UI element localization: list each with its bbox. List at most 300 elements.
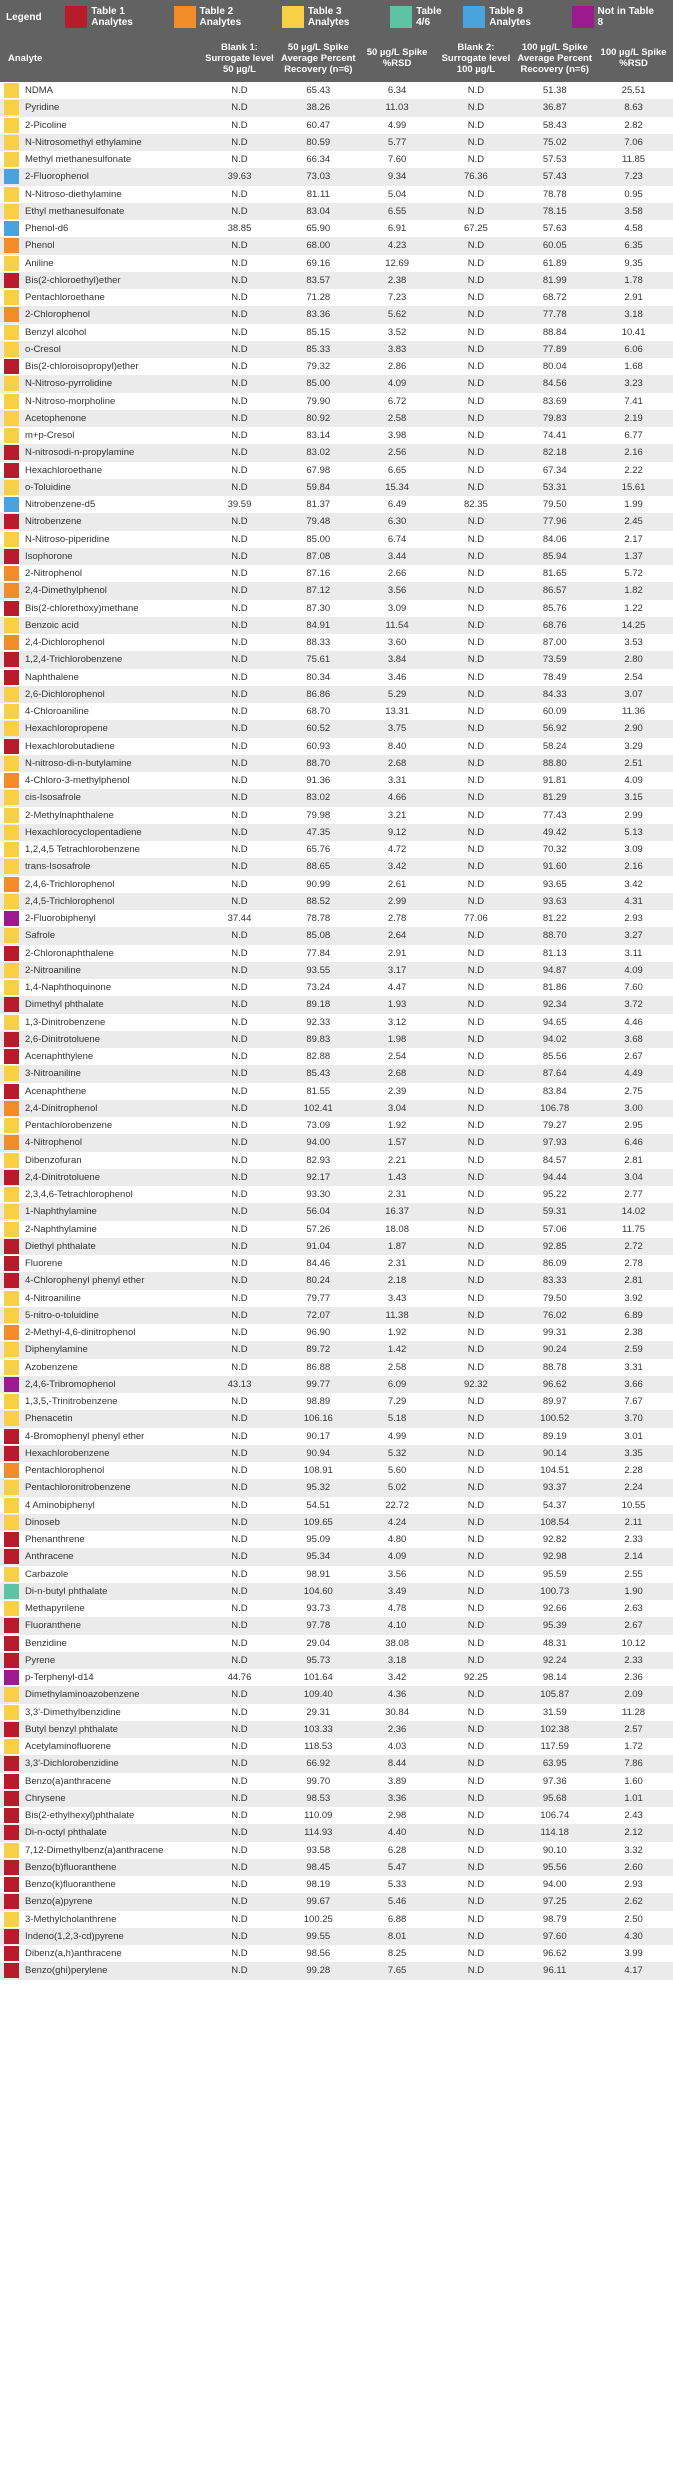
blank2-cell: N.D [467,412,485,424]
table-row [0,1842,673,1859]
table-row [0,910,673,927]
table-row [0,1566,673,1583]
blank1-cell: N.D [231,447,248,459]
blank2-cell: N.D [467,1137,485,1149]
analyte-name: Acetophenone [25,412,87,424]
rsd-50-cell: 4.66 [387,792,407,804]
blank1-cell: N.D [231,533,248,545]
table-category-marker [4,1360,19,1375]
recovery-50-cell: 83.57 [306,274,331,286]
recovery-50-cell: 79.98 [306,809,331,821]
blank2-cell: N.D [467,1413,485,1425]
legend-swatch [390,6,412,28]
rsd-100-cell: 6.35 [624,240,643,252]
blank2-cell: N.D [467,1292,485,1304]
blank2-cell: N.D [467,1102,485,1114]
rsd-100-cell: 14.25 [621,619,646,631]
rsd-100-cell: 3.11 [624,947,643,959]
analyte-name: Ethyl methanesulfonate [25,205,125,217]
rsd-100-cell: 6.77 [624,430,643,442]
recovery-50-cell: 81.37 [306,499,331,511]
table-row [0,1221,673,1238]
legend-item [65,6,167,28]
table-category-marker [4,1877,19,1892]
recovery-100-cell: 77.89 [542,343,567,355]
blank2-cell: N.D [467,136,485,148]
analyte-name: Fluoranthene [25,1620,81,1632]
table-row [0,1945,673,1962]
rsd-50-cell: 4.36 [387,1689,407,1701]
rsd-50-cell: 2.91 [387,947,407,959]
analyte-cell [0,720,200,737]
table-category-marker [4,635,19,650]
table-category-marker [4,773,19,788]
analyte-cell [0,1617,200,1634]
analyte-name: o-Cresol [25,343,61,355]
rsd-100-cell: 2.63 [624,1603,643,1615]
analyte-cell [0,738,200,755]
rsd-100-cell: 5.72 [624,568,643,580]
table-row [0,255,673,272]
rsd-100-cell: 2.38 [624,1327,643,1339]
blank2-cell: N.D [467,1396,485,1408]
blank1-cell: N.D [231,464,248,476]
table-category-marker [4,411,19,426]
analyte-cell [0,531,200,548]
analyte-name: Phenanthrene [25,1534,85,1546]
rsd-100-cell: 3.92 [624,1292,643,1304]
analyte-cell [0,1065,200,1082]
recovery-100-cell: 57.53 [542,154,567,166]
legend-label: Table 3 Analytes [307,6,350,28]
table-category-marker [4,169,19,184]
analyte-name: N-Nitrosomethyl ethylamine [25,136,142,148]
blank1-cell: N.D [231,1810,248,1822]
rsd-50-cell: 1.87 [387,1240,407,1252]
blank1-cell: N.D [231,585,248,597]
rsd-100-cell: 6.06 [624,343,643,355]
table-row [0,134,673,151]
recovery-100-cell: 53.31 [542,481,567,493]
blank1-cell: N.D [231,775,248,787]
recovery-50-cell: 56.04 [306,1206,331,1218]
recovery-100-cell: 93.63 [542,895,567,907]
blank1-cell: N.D [231,1637,248,1649]
analyte-name: Hexachloroethane [25,464,103,476]
blank1-cell: N.D [231,188,248,200]
rsd-50-cell: 18.08 [385,1223,409,1235]
table-row [0,168,673,185]
blank1-cell: N.D [231,1120,248,1132]
recovery-100-cell: 86.57 [542,585,567,597]
blank2-cell: N.D [467,1930,485,1942]
recovery-50-cell: 88.70 [306,757,331,769]
rsd-50-cell: 7.65 [387,1965,407,1977]
rsd-100-cell: 25.51 [621,85,646,97]
analyte-name: 2,3,4,6-Tetrachlorophenol [25,1189,133,1201]
rsd-50-cell: 8.01 [387,1930,407,1942]
blank1-cell: N.D [231,1240,248,1252]
table-row [0,151,673,168]
table-category-marker [4,566,19,581]
analyte-name: 2-Picoline [25,119,67,131]
table-row [0,1824,673,1841]
blank2-cell: N.D [467,1240,485,1252]
analyte-name: 4-Chloroaniline [25,706,89,718]
recovery-100-cell: 59.31 [542,1206,567,1218]
recovery-50-cell: 92.33 [306,1016,331,1028]
rsd-50-cell: 4.03 [387,1741,407,1753]
recovery-50-cell: 73.24 [306,982,331,994]
blank1-cell: N.D [231,1033,248,1045]
recovery-50-cell: 81.55 [306,1085,331,1097]
analyte-name: Indeno(1,2,3-cd)pyrene [25,1930,124,1942]
analyte-cell [0,1238,200,1255]
table-category-marker [4,859,19,874]
table-row [0,1445,673,1462]
rsd-50-cell: 7.23 [387,292,407,304]
rsd-50-cell: 2.58 [387,412,407,424]
recovery-100-cell: 99.31 [542,1327,567,1339]
rsd-100-cell: 9.35 [624,257,643,269]
table-row [0,203,673,220]
recovery-50-cell: 108.91 [303,1465,333,1477]
table-category-marker [4,463,19,478]
analyte-name: Bis(2-chloroisopropyl)ether [25,361,139,373]
recovery-50-cell: 94.00 [306,1137,331,1149]
header-100-recovery: 100 µg/L Spike Average Percent Recovery (n=6) [515,34,594,82]
blank1-cell: N.D [231,1585,248,1597]
blank1-cell: 44.76 [227,1672,252,1684]
blank1-cell: N.D [231,309,248,321]
blank2-cell: N.D [467,326,485,338]
analyte-cell [0,1721,200,1738]
blank2-cell: N.D [467,274,485,286]
analyte-cell [0,1652,200,1669]
recovery-50-cell: 83.02 [306,447,331,459]
rsd-100-cell: 4.09 [624,964,643,976]
rsd-50-cell: 4.80 [387,1534,407,1546]
table-category-marker [4,1291,19,1306]
rsd-100-cell: 7.06 [624,136,643,148]
rsd-50-cell: 2.39 [387,1085,407,1097]
blank2-cell: N.D [467,550,485,562]
rsd-50-cell: 1.43 [387,1171,407,1183]
rsd-100-cell: 1.82 [624,585,643,597]
table-category-marker [4,980,19,995]
rsd-100-cell: 2.67 [624,1620,643,1632]
table-row [0,289,673,306]
table-row [0,1117,673,1134]
recovery-100-cell: 90.14 [542,1447,567,1459]
analyte-cell [0,1014,200,1031]
blank1-cell: N.D [231,1568,248,1580]
recovery-100-cell: 74.41 [542,430,567,442]
blank1-cell: N.D [231,1085,248,1097]
recovery-50-cell: 90.17 [306,1430,331,1442]
header-row [0,34,673,82]
blank1-cell: N.D [231,1051,248,1063]
blank2-cell: N.D [467,1430,485,1442]
rsd-100-cell: 2.28 [624,1465,643,1477]
recovery-100-cell: 88.80 [542,757,567,769]
table-row [0,738,673,755]
rsd-50-cell: 2.31 [387,1189,407,1201]
analyte-name: Naphthalene [25,671,79,683]
recovery-50-cell: 101.64 [303,1672,333,1684]
table-category-marker [4,652,19,667]
table-category-marker [4,514,19,529]
blank1-cell: N.D [231,1137,248,1149]
table-row [0,1100,673,1117]
analyte-cell [0,341,200,358]
blank1-cell: 39.63 [227,171,252,183]
blank1-cell: N.D [231,999,248,1011]
legend-label: Table 2 Analytes [199,6,242,28]
rsd-100-cell: 3.27 [624,930,643,942]
table-row [0,669,673,686]
recovery-100-cell: 80.04 [542,361,567,373]
blank1-cell: N.D [231,430,248,442]
table-row [0,1755,673,1772]
blank2-cell: 67.25 [464,223,488,235]
blank2-cell: N.D [467,343,485,355]
recovery-50-cell: 99.67 [306,1896,331,1908]
blank2-cell: N.D [467,188,485,200]
rsd-100-cell: 2.09 [624,1689,643,1701]
rsd-50-cell: 4.09 [387,378,407,390]
recovery-100-cell: 105.87 [540,1689,570,1701]
blank2-cell: N.D [467,516,485,528]
table-category-marker [4,825,19,840]
analyte-name: Hexachloropropene [25,723,108,735]
recovery-100-cell: 98.14 [542,1672,567,1684]
blank1-cell: N.D [231,1603,248,1615]
blank2-cell: N.D [467,1534,485,1546]
analyte-cell [0,1497,200,1514]
header-blank1: Blank 1: Surrogate level 50 µg/L [200,34,279,82]
recovery-100-cell: 86.09 [542,1258,567,1270]
recovery-50-cell: 84.91 [306,619,331,631]
rsd-100-cell: 2.91 [624,292,643,304]
rsd-50-cell: 6.49 [387,499,407,511]
blank1-cell: N.D [231,1948,248,1960]
blank1-cell: N.D [231,1361,248,1373]
blank2-cell: N.D [467,1637,485,1649]
table-category-marker [4,670,19,685]
rsd-100-cell: 2.36 [624,1672,643,1684]
analyte-cell [0,962,200,979]
analyte-cell [0,686,200,703]
table-category-marker [4,256,19,271]
recovery-50-cell: 88.33 [306,637,331,649]
blank2-cell: N.D [467,533,485,545]
table-row [0,858,673,875]
blank2-cell: N.D [467,1033,485,1045]
recovery-50-cell: 82.93 [306,1154,331,1166]
recovery-100-cell: 81.29 [542,792,567,804]
blank1-cell: N.D [231,1879,248,1891]
recovery-50-cell: 93.30 [306,1189,331,1201]
table-category-marker [4,1170,19,1185]
analyte-name: N-nitrosodi-n-propylamine [25,447,135,459]
analyte-name: 2,6-Dinitrotoluene [25,1033,100,1045]
analyte-cell [0,1376,200,1393]
table-row [0,444,673,461]
blank1-cell: N.D [231,257,248,269]
rsd-100-cell: 2.19 [624,412,643,424]
blank2-cell: N.D [467,1741,485,1753]
recovery-100-cell: 95.56 [542,1861,567,1873]
table-category-marker [4,83,19,98]
table-row [0,1704,673,1721]
blank1-cell: N.D [231,861,248,873]
analyte-name: cis-Isosafrole [25,792,81,804]
rsd-100-cell: 2.90 [624,723,643,735]
recovery-100-cell: 90.24 [542,1344,567,1356]
table-body [0,82,673,1980]
table-row [0,427,673,444]
rsd-50-cell: 2.61 [387,878,407,890]
analyte-cell [0,134,200,151]
recovery-50-cell: 99.77 [306,1378,331,1390]
blank2-cell: N.D [467,378,485,390]
rsd-50-cell: 2.21 [387,1154,407,1166]
blank2-cell: N.D [467,1309,485,1321]
table-row [0,962,673,979]
table-row [0,1962,673,1979]
table-category-marker [4,1204,19,1219]
blank2-cell: N.D [467,1206,485,1218]
legend-item [174,6,276,28]
blank1-cell: 39.59 [227,499,252,511]
rsd-50-cell: 2.98 [387,1810,407,1822]
table-row [0,1790,673,1807]
analyte-cell [0,1083,200,1100]
rsd-50-cell: 3.56 [387,585,407,597]
recovery-100-cell: 36.87 [542,102,567,114]
analyte-cell [0,600,200,617]
table-row [0,548,673,565]
rsd-50-cell: 5.32 [387,1447,407,1459]
rsd-50-cell: 5.29 [387,688,407,700]
blank2-cell: N.D [467,1051,485,1063]
analyte-name: Diphenylamine [25,1344,88,1356]
analyte-name: 2,4,6-Trichlorophenol [25,878,115,890]
rsd-50-cell: 6.88 [387,1913,407,1925]
table-category-marker [4,1325,19,1340]
table-category-marker [4,1239,19,1254]
header-blank2: Blank 2: Surrogate level 100 µg/L [437,34,516,82]
recovery-50-cell: 79.32 [306,361,331,373]
recovery-50-cell: 106.16 [303,1413,333,1425]
recovery-100-cell: 91.81 [542,775,567,787]
recovery-50-cell: 75.61 [306,654,331,666]
analyte-cell [0,1169,200,1186]
table-row [0,1359,673,1376]
blank2-cell: N.D [467,757,485,769]
table-row [0,531,673,548]
recovery-100-cell: 57.63 [542,223,567,235]
table-category-marker [4,928,19,943]
blank2-cell: N.D [467,1723,485,1735]
blank1-cell: N.D [231,1534,248,1546]
analyte-name: Methapyrilene [25,1603,85,1615]
blank1-cell: N.D [231,240,248,252]
blank1-cell: N.D [231,1499,248,1511]
table-category-marker [4,1653,19,1668]
rsd-100-cell: 4.31 [624,895,643,907]
table-category-marker [4,1377,19,1392]
analyte-cell [0,1152,200,1169]
table-category-marker [4,497,19,512]
table-row [0,1186,673,1203]
recovery-50-cell: 79.90 [306,395,331,407]
rsd-100-cell: 2.77 [624,1189,643,1201]
recovery-50-cell: 99.28 [306,1965,331,1977]
recovery-50-cell: 83.14 [306,430,331,442]
blank2-cell: N.D [467,119,485,131]
recovery-100-cell: 56.92 [542,723,567,735]
analyte-cell [0,1410,200,1427]
recovery-100-cell: 102.38 [540,1723,570,1735]
recovery-50-cell: 93.58 [306,1844,331,1856]
table-row [0,1393,673,1410]
table-category-marker [4,1705,19,1720]
table-row [0,634,673,651]
recovery-100-cell: 98.79 [542,1913,567,1925]
table-category-marker [4,376,19,391]
recovery-50-cell: 60.93 [306,740,331,752]
blank1-cell: N.D [231,1861,248,1873]
blank1-cell: N.D [231,119,248,131]
table-row [0,1497,673,1514]
rsd-50-cell: 11.38 [385,1309,409,1321]
rsd-100-cell: 3.70 [624,1413,643,1425]
rsd-50-cell: 6.28 [387,1844,407,1856]
recovery-100-cell: 57.43 [542,171,567,183]
table-category-marker [4,1411,19,1426]
blank1-cell: N.D [231,1430,248,1442]
analyte-cell [0,1359,200,1376]
table-category-marker [4,394,19,409]
analyte-cell [0,151,200,168]
table-category-marker [4,1808,19,1823]
rsd-100-cell: 4.46 [624,1016,643,1028]
recovery-50-cell: 98.56 [306,1948,331,1960]
recovery-100-cell: 77.78 [542,309,567,321]
blank2-cell: N.D [467,1810,485,1822]
table-category-marker [4,756,19,771]
blank2-cell: N.D [467,361,485,373]
rsd-100-cell: 7.41 [624,395,643,407]
analyte-cell [0,1635,200,1652]
blank2-cell: N.D [467,792,485,804]
recovery-50-cell: 29.31 [306,1706,331,1718]
rsd-100-cell: 2.99 [624,809,643,821]
rsd-100-cell: 10.41 [621,326,646,338]
rsd-100-cell: 3.29 [624,740,643,752]
rsd-50-cell: 1.92 [387,1120,407,1132]
analyte-name: N-Nitroso-morpholine [25,395,116,407]
recovery-100-cell: 92.98 [542,1551,567,1563]
blank2-cell: N.D [467,1154,485,1166]
recovery-100-cell: 93.37 [542,1482,567,1494]
blank2-cell: N.D [467,395,485,407]
recovery-100-cell: 90.10 [542,1844,567,1856]
recovery-100-cell: 57.06 [542,1223,567,1235]
recovery-100-cell: 77.96 [542,516,567,528]
